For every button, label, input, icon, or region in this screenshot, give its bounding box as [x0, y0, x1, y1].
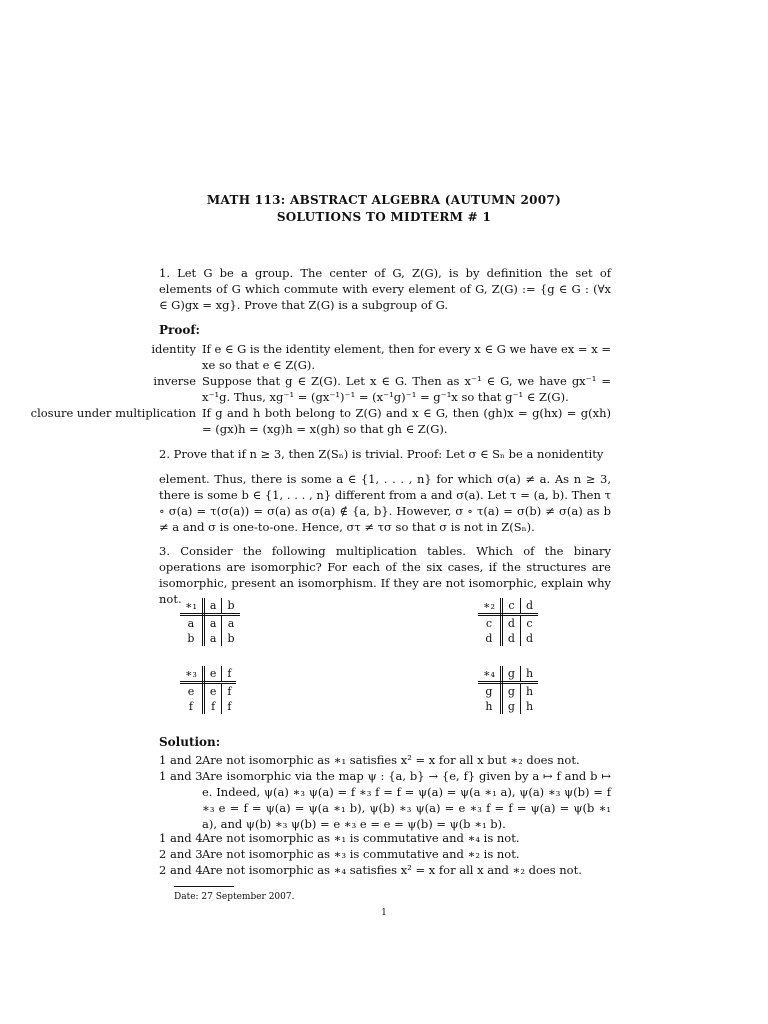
proof-item-text: If e ∈ G is the identity element, then for every x ∈ G we have ex = x = xe so that e ∈ Z(G).	[202, 342, 611, 372]
solution-heading: Solution:	[159, 735, 221, 749]
proof-item-label: identity	[151, 342, 196, 356]
proof-item-label: closure under multiplication	[30, 406, 196, 420]
solution-item-text: Are not isomorphic as ∗₄ satisfies x² = x for all x and ∗₂ does not.	[202, 863, 582, 877]
solution-item-label: 2 and 4	[159, 863, 203, 877]
problem-2-text: element. Thus, there is some a ∈ {1, . . . , n} for which σ(a) ≠ a. As n ≥ 3, there is some b ∈ {1, . . . , n} different from a and σ(a). Let τ = (a, b). Then τ ∘ σ(a) = τ(σ(a)) = σ(a) as σ(a) ∉ {a, b}. However, σ ∘ τ(a) = σ(b) ≠ σ(a) as b ≠ a and σ is one-to-one. Hence, στ ≠ τσ so that σ is not in Z(Sₙ).	[159, 472, 611, 534]
table-header-cell: h	[520, 666, 538, 683]
table-cell: h	[525, 700, 534, 713]
table-header-cell: a	[203, 598, 222, 615]
table-cell: c	[526, 617, 533, 630]
table-operator: ∗₃	[180, 666, 203, 683]
multiplication-table-4	[478, 666, 538, 714]
table-operator: ∗₄	[478, 666, 501, 683]
table-cell: a	[227, 617, 235, 630]
table-row-label: g	[478, 683, 501, 700]
table-cell: e	[203, 683, 222, 700]
table-header-cell: d	[520, 598, 538, 615]
problem-3-text: 3. Consider the following multiplication tables. Which of the binary operations are isomorphic? For each of the six cases, if the structures are isomorphic, present an isomorphism. If they are not isomorphic, explain why not.	[159, 544, 611, 606]
table-row-label: d	[478, 631, 501, 646]
proof-item-label: inverse	[153, 374, 196, 388]
table-cell: d	[501, 631, 520, 646]
problem-2-line-1: 2. Prove that if n ≥ 3, then Z(Sₙ) is trivial. Proof: Let σ ∈ Sₙ be a nonidentity	[159, 447, 604, 461]
solution-item-label: 2 and 3	[159, 847, 203, 861]
table-cell: h	[525, 685, 534, 698]
solution-item-text: Are isomorphic via the map ψ : {a, b} → {e, f} given by a ↦ f and b ↦ e. Indeed, ψ(a) ∗₃ ψ(a) = f ∗₃ f = f = ψ(a) = ψ(a ∗₁ a), ψ(a) ∗₃ ψ(b) = f ∗₃ e = f = ψ(a) = ψ(a ∗₁ b), ψ(b) ∗₃ ψ(a) = e ∗₃ f = f = ψ(a) = ψ(b ∗₁ a), and ψ(b) ∗₃ ψ(b) = e ∗₃ e = e = ψ(b) = ψ(b ∗₁ b).	[202, 769, 611, 831]
multiplication-table-2	[478, 598, 538, 646]
table-row-label: c	[478, 615, 501, 632]
table-operator: ∗₁	[180, 598, 203, 615]
title-line-2: SOLUTIONS TO MIDTERM # 1	[276, 210, 492, 224]
table-cell: f	[227, 700, 232, 713]
table-cell: d	[525, 632, 533, 645]
table-header-cell: f	[222, 666, 237, 683]
table-header-cell: g	[501, 666, 520, 683]
table-header-cell: b	[222, 598, 240, 615]
proof-item-text: Suppose that g ∈ Z(G). Let x ∈ G. Then as x⁻¹ ∈ G, we have gx⁻¹ = x⁻¹g. Thus, xg⁻¹ = (gx⁻¹)⁻¹ = (x⁻¹g)⁻¹ = g⁻¹x so that g⁻¹ ∈ Z(G).	[202, 374, 611, 404]
page-number: 1	[381, 908, 387, 918]
table-cell: a	[203, 631, 222, 646]
proof-item-text: If g and h both belong to Z(G) and x ∈ G, then (gh)x = g(hx) = g(xh) = (gx)h = (xg)h = x(gh) so that gh ∈ Z(G).	[202, 406, 611, 436]
solution-heading-block	[159, 734, 611, 750]
solution-item-label: 1 and 3	[159, 769, 203, 783]
proof-heading: Proof:	[159, 323, 200, 337]
problem-2	[159, 446, 611, 462]
solution-item-text: Are not isomorphic as ∗₁ satisfies x² = x for all x but ∗₂ does not.	[202, 753, 580, 767]
table-row-label: b	[180, 631, 203, 646]
problem-1	[159, 265, 611, 313]
document-title	[0, 192, 768, 226]
table-cell: f	[203, 699, 222, 714]
table-cell: g	[501, 699, 520, 714]
table-row-label: h	[478, 699, 501, 714]
table-row-label: e	[180, 683, 203, 700]
solution-item-label: 1 and 4	[159, 831, 203, 845]
table-row-label: a	[180, 615, 203, 632]
table-cell: f	[227, 685, 232, 698]
table-header-cell: e	[203, 666, 222, 683]
table-row-label: f	[180, 699, 203, 714]
table-cell: a	[203, 615, 222, 632]
solution-item-text: Are not isomorphic as ∗₁ is commutative and ∗₄ is not.	[202, 831, 520, 845]
table-cell: b	[227, 632, 235, 645]
title-line-1: MATH 113: ABSTRACT ALGEBRA (AUTUMN 2007)	[206, 193, 562, 207]
table-header-cell: c	[501, 598, 520, 615]
problem-1-text: 1. Let G be a group. The center of G, Z(G), is by definition the set of elements of G which commute with every element of G, Z(G) := {g ∈ G : (∀x ∈ G)gx = xg}. Prove that Z(G) is a subgroup of G.	[159, 266, 611, 312]
table-operator: ∗₂	[478, 598, 501, 615]
solution-item-label: 1 and 2	[159, 753, 203, 767]
footnote: Date: 27 September 2007.	[174, 892, 295, 902]
multiplication-table-3	[180, 666, 236, 714]
multiplication-table-1	[180, 598, 240, 646]
footnote-rule	[174, 886, 234, 887]
table-cell: d	[501, 615, 520, 632]
problem-2-body	[159, 471, 611, 535]
solution-item-text: Are not isomorphic as ∗₃ is commutative and ∗₂ is not.	[202, 847, 520, 861]
proof-1-heading-block	[159, 322, 611, 338]
table-cell: g	[501, 683, 520, 700]
